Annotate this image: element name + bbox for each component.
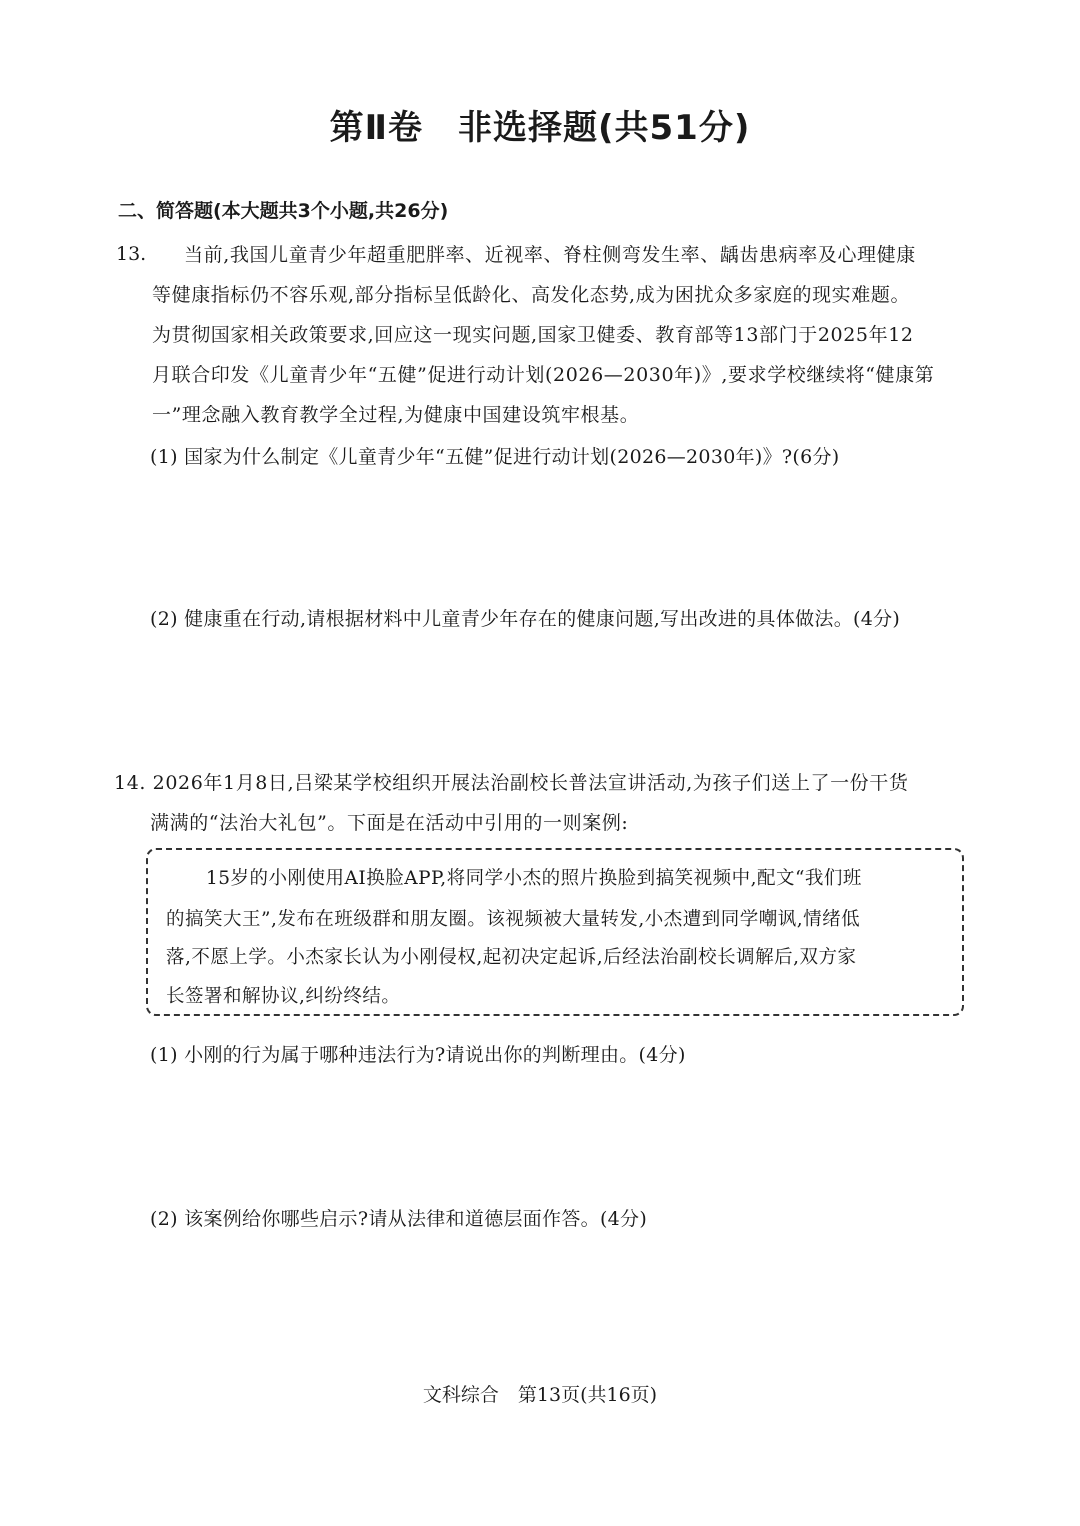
case-text-line: 15岁的小刚使用AI换脸APP,将同学小杰的照片换脸到搞笑视频中,配文“我们班 (206, 868, 862, 889)
question-13-text-line: 一”理念融入教育教学全过程,为健康中国建设筑牢根基。 (152, 404, 640, 426)
case-text-line: 落,不愿上学。小杰家长认为小刚侵权,起初决定起诉,后经法治副校长调解后,双方家 (166, 947, 857, 968)
question-13-sub-1: (1) 国家为什么制定《儿童青少年“五健”促进行动计划(2026—2030年)》?(6分) (150, 446, 840, 468)
question-13-text-line: 月联合印发《儿童青少年“五健”促进行动计划(2026—2030年)》,要求学校继续将“健康第 (152, 364, 935, 386)
page-footer: 文科综合 第13页(共16页) (422, 1384, 658, 1406)
question-14-text-line: 满满的“法治大礼包”。下面是在活动中引用的一则案例: (150, 812, 629, 834)
page-title: 第Ⅱ卷 非选择题(共51分) (329, 108, 751, 148)
question-13-text-line: 为贯彻国家相关政策要求,回应这一现实问题,国家卫健委、教育部等13部门于2025年12 (152, 324, 914, 346)
question-13-text-line: 等健康指标仍不容乐观,部分指标呈低龄化、高发化态势,成为困扰众多家庭的现实难题。 (152, 284, 911, 306)
section-header: 二、简答题(本大题共3个小题,共26分) (118, 200, 449, 222)
question-13-number: 13. (116, 243, 147, 265)
question-13-sub-2: (2) 健康重在行动,请根据材料中儿童青少年存在的健康问题,写出改进的具体做法。(4分) (150, 608, 901, 630)
question-13-text-line: 当前,我国儿童青少年超重肥胖率、近视率、脊柱侧弯发生率、龋齿患病率及心理健康 (184, 244, 916, 266)
case-text-line: 的搞笑大王”,发布在班级群和朋友圈。该视频被大量转发,小杰遭到同学嘲讽,情绪低 (166, 909, 861, 930)
question-14-sub-2: (2) 该案例给你哪些启示?请从法律和道德层面作答。(4分) (150, 1208, 648, 1230)
question-14-text-line: 14. 2026年1月8日,吕梁某学校组织开展法治副校长普法宣讲活动,为孩子们送上了一份干货 (114, 772, 909, 794)
case-text-line: 长签署和解协议,纠纷终结。 (166, 986, 401, 1007)
question-14-sub-1: (1) 小刚的行为属于哪种违法行为?请说出你的判断理由。(4分) (150, 1044, 686, 1066)
